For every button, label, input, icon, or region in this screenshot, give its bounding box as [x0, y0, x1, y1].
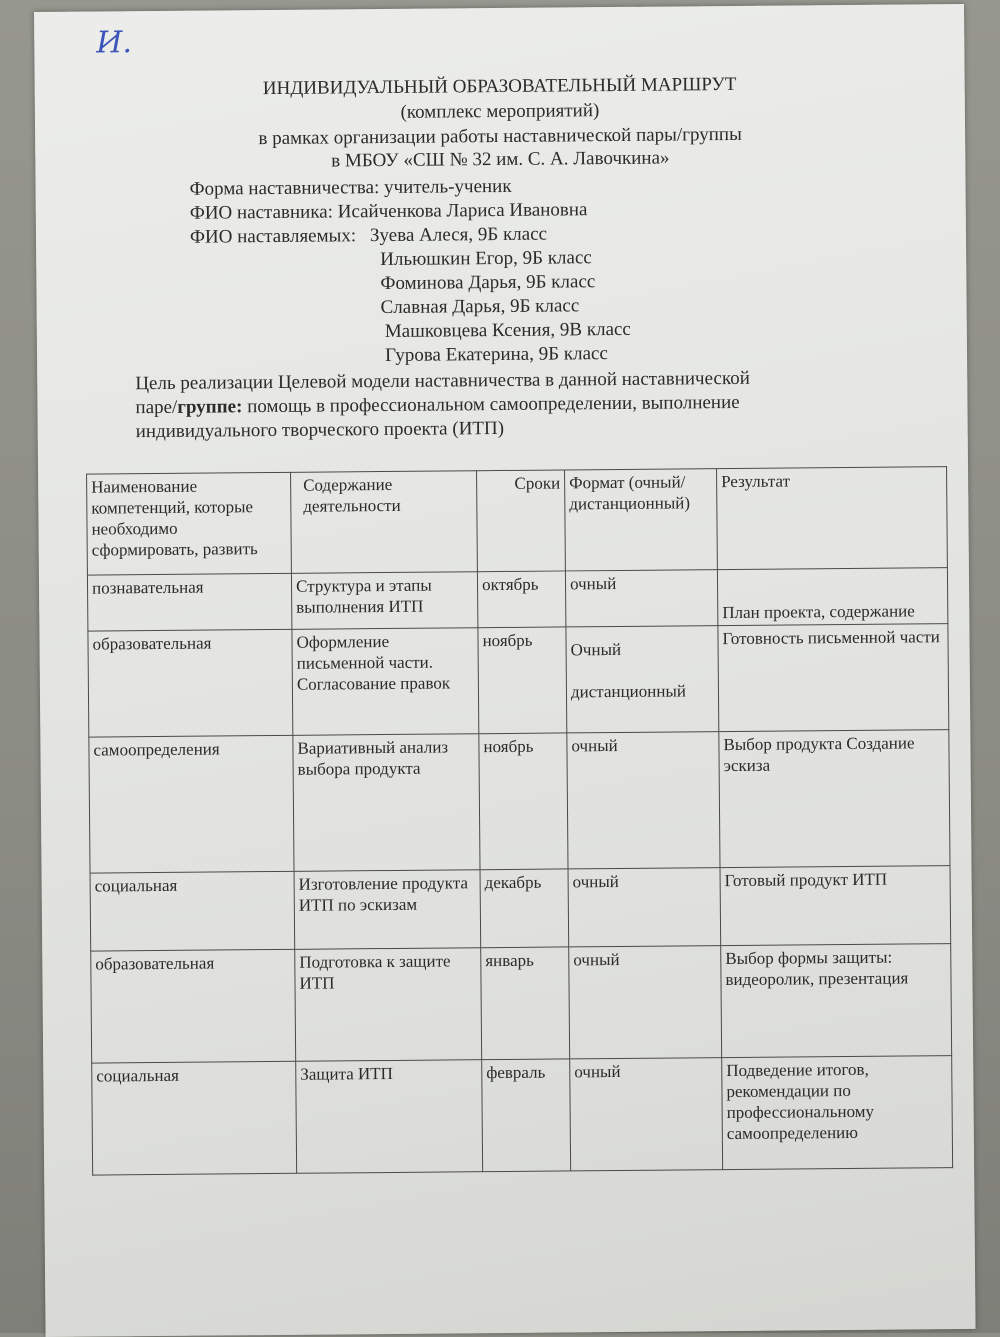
content-cell: Изготовление продукта ИТП по эскизам	[294, 870, 481, 950]
competence-cell: социальная	[92, 1061, 297, 1175]
result-cell: Выбор формы защиты: видеоролик, презентация	[721, 944, 952, 1058]
goal-line: Цель реализации Целевой модели наставничества в данной наставнической	[135, 367, 750, 395]
goal-bold-text: группе:	[177, 396, 243, 418]
mentor-name: ФИО наставника: Исайченкова Лариса Ивановна	[189, 199, 588, 224]
format-cell: очный	[569, 946, 722, 1059]
mentee-item: Машковцева Ксения, 9В класс	[384, 318, 631, 343]
term-cell: октябрь	[477, 571, 565, 628]
table-row	[89, 730, 950, 873]
term-cell: ноябрь	[479, 733, 568, 870]
competence-cell: самоопределения	[89, 735, 294, 873]
mentoring-form: Форма наставничества: учитель-ученик	[189, 175, 512, 200]
table-row	[92, 1056, 953, 1176]
competence-cell: познавательная	[87, 573, 291, 631]
goal-line: индивидуального творческого проекта (ИТП)	[135, 417, 505, 443]
goal-text: паре/	[135, 396, 178, 419]
doc-context-line: в рамках организации работы наставнической пары/группы	[258, 123, 742, 150]
doc-title: ИНДИВИДУАЛЬНЫЙ ОБРАЗОВАТЕЛЬНЫЙ МАРШРУТ	[262, 73, 737, 100]
competence-cell: образовательная	[88, 629, 293, 737]
format-cell: очный	[568, 868, 721, 947]
format-cell: Очный дистанционный	[566, 626, 719, 733]
header-cell: Содержание деятельности	[291, 471, 478, 574]
mentee-item: Гурова Екатерина, 9Б класс	[384, 343, 608, 367]
table-row	[91, 944, 952, 1064]
table-row	[90, 866, 951, 952]
header-cell: Результат	[717, 467, 948, 570]
mentees-label: ФИО наставляемых:	[189, 225, 357, 248]
result-cell: Подведение итогов, рекомендации по профессиональному самоопределению	[722, 1056, 953, 1170]
school-name: в МБОУ «СШ № 32 им. С. А. Лавочкина»	[331, 147, 670, 172]
goal-line	[135, 392, 739, 419]
document-page	[34, 4, 976, 1337]
term-cell: январь	[481, 947, 570, 1060]
handwritten-mark: И.	[96, 25, 133, 61]
header-cell: Сроки	[477, 470, 566, 572]
header-cell: Наименование компетенций, которые необходимо сформировать, развить	[87, 472, 292, 575]
content-cell: Оформление письменной части. Согласование правок	[292, 628, 479, 736]
content-cell: Структура и этапы выполнения ИТП	[291, 572, 477, 630]
mentee-item: Ильюшкин Егор, 9Б класс	[380, 247, 592, 271]
term-cell: декабрь	[480, 869, 569, 948]
table-row	[87, 568, 947, 632]
result-cell: Выбор продукта Создание эскиза	[719, 730, 950, 868]
result-cell: План проекта, содержание	[717, 568, 947, 626]
goal-text: помощь в профессиональном самоопределении, выполнение	[242, 391, 740, 418]
mentee-item: Фоминова Дарья, 9Б класс	[380, 271, 596, 295]
table-header-row	[87, 467, 948, 576]
format-cell: очный	[567, 732, 720, 869]
table-row	[88, 624, 949, 738]
mentee-item: Зуева Алеся, 9Б класс	[369, 223, 548, 247]
competence-cell: социальная	[90, 871, 295, 951]
header-cell: Формат (очный/дистанционный)	[565, 469, 718, 571]
competence-cell: образовательная	[91, 949, 296, 1063]
format-cell: очный	[570, 1058, 723, 1171]
content-cell: Вариативный анализ выбора продукта	[293, 734, 480, 872]
term-cell: ноябрь	[478, 627, 567, 734]
result-cell: Готовность письменной части	[718, 624, 949, 732]
route-table	[86, 466, 953, 1175]
doc-subtitle: (комплекс мероприятий)	[400, 100, 600, 123]
content-cell: Защита ИТП	[296, 1060, 483, 1174]
term-cell: февраль	[482, 1059, 571, 1172]
content-cell: Подготовка к защите ИТП	[295, 948, 482, 1062]
format-cell: очный	[565, 570, 717, 627]
result-cell: Готовый продукт ИТП	[720, 866, 951, 946]
mentee-item: Славная Дарья, 9Б класс	[380, 295, 580, 319]
